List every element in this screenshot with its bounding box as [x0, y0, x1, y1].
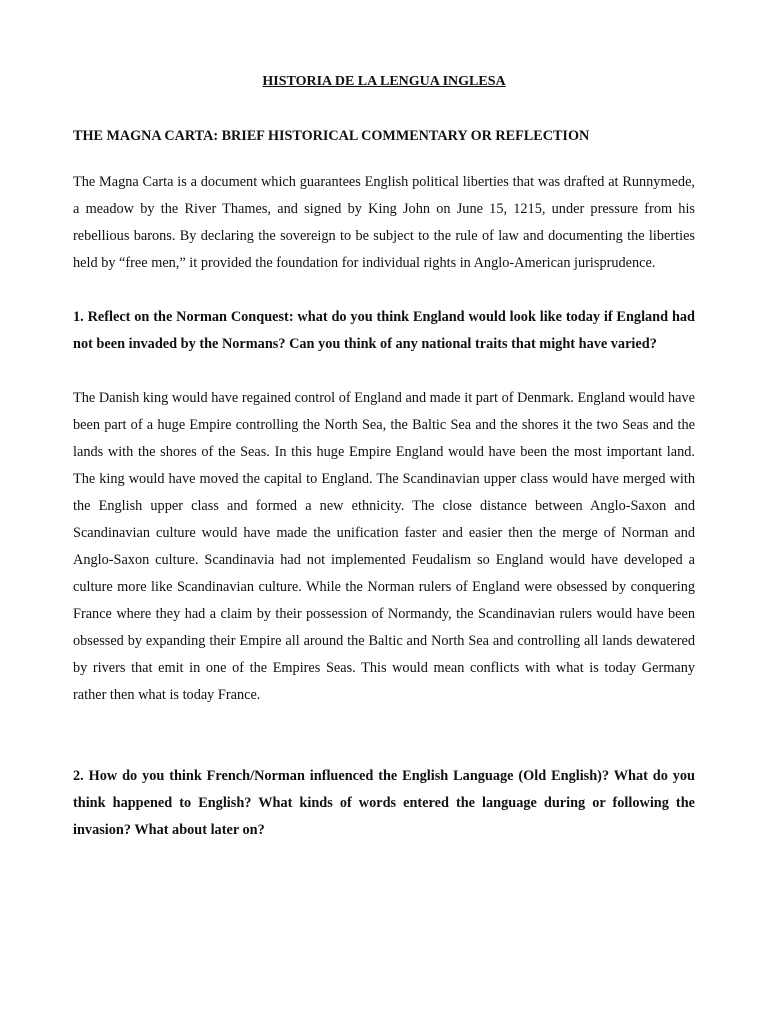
- document-title: HISTORIA DE LA LENGUA INGLESA: [262, 74, 506, 89]
- question-2: 2. How do you think French/Norman influenced the English Language (Old English)? What do you think happened to English? What kinds of words entered the language during or following the invasion? What about later on?: [73, 768, 695, 838]
- document-subtitle: THE MAGNA CARTA: BRIEF HISTORICAL COMMENTARY OR REFLECTION: [73, 128, 590, 144]
- intro-paragraph: The Magna Carta is a document which guarantees English political liberties that was drafted at Runnymede, a meadow by the River Thames, and signed by King John on June 15, 1215, under pressure from his rebellious barons. By declaring the sovereign to be subject to the rule of law and documenting the liberties held by “free men,” it provided the foundation for individual rights in Anglo-American jurisprudence.: [73, 174, 695, 271]
- answer-1: The Danish king would have regained control of England and made it part of Denmark. England would have been part of a huge Empire controlling the North Sea, the Baltic Sea and the shores it the two Seas and the lands with the shores of the Seas. In this huge Empire England would have been the most important land. The king would have moved the capital to England. The Scandinavian upper class would have merged with the English upper class and formed a new ethnicity. The close distance between Anglo-Saxon and Scandinavian culture would have made the unification faster and easier then the merge of Norman and Anglo-Saxon culture. Scandinavia had not implemented Feudalism so England would have developed a culture more like Scandinavian culture. While the Norman rulers of England were obsessed by conquering France where they had a claim by their possession of Normandy, the Scandinavian rulers would have been obsessed by expanding their Empire all around the Baltic and North Sea and controlling all lands dewatered by rivers that emit in one of the Empires Seas. This would mean conflicts with what is today Germany rather then what is today France.: [73, 390, 695, 703]
- question-1: 1. Reflect on the Norman Conquest: what do you think England would look like today if England had not been invaded by the Normans? Can you think of any national traits that might have varied?: [73, 309, 695, 352]
